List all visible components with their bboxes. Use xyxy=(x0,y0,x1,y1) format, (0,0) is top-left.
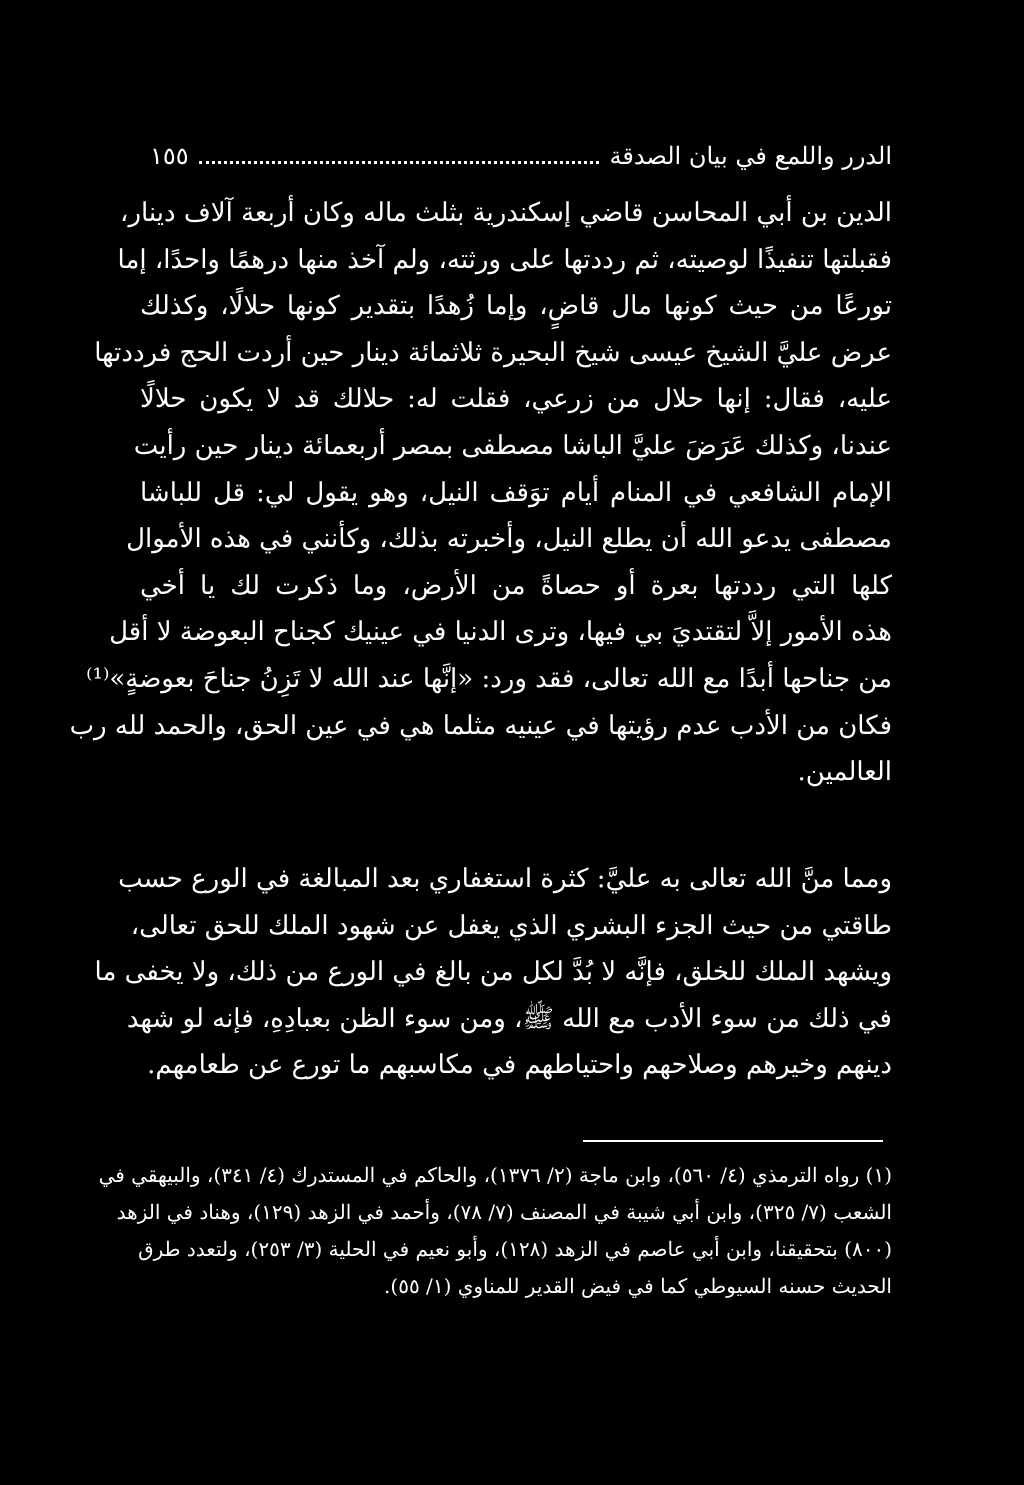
text-line: في ذلك من سوء الأدب مع الله ﷺ، ومن سوء الظن بعبادِهِ، فإنه لو شهد xyxy=(126,1003,892,1034)
text-line: دينهم وخيرهم وصلاحهم واحتياطهم في مكاسبهم ما تورع عن طعامهم. xyxy=(147,1050,892,1081)
text-line: العالمين. xyxy=(797,757,892,788)
text-line: ومما منَّ الله تعالى به عليَّ: كثرة استغفاري بعد المبالغة في الورع حسب xyxy=(118,864,892,894)
footnote-line: (٨٠٠) بتحقيقنا، وابن أبي عاصم في الزهد (١٢٨)، وأبو نعيم في الحلية (٣/ ٢٥٣)، ولتعدد طرق xyxy=(138,1237,892,1261)
text-line: الدين بن أبي المحاسن قاضي إسكندرية بثلث ماله وكان أربعة آلاف دينار، xyxy=(120,198,892,228)
text-line: كلها التي رددتها بعرة أو حصاةً من الأرض، وما ذكرت لك يا أخي xyxy=(140,570,892,601)
footnote-line: (١) رواه الترمذي (٤/ ٥٦٠)، وابن ماجة (٢/ ١٣٧٦)، والحاكم في المستدرك (٤/ ٣٤١)، والبيهقي في xyxy=(98,1163,892,1187)
text-line: مصطفى يدعو الله أن يطلع النيل، وأخبرته بذلك، وكأنني في هذه الأموال xyxy=(126,524,892,555)
page-number: ١٥٥ xyxy=(150,142,189,170)
running-title: الدرر واللمع في بيان الصدقة xyxy=(609,142,892,170)
paragraph-second xyxy=(94,856,892,1089)
text-line: فقبلتها تنفيذًا لوصيته، ثم رددتها على ورثته، ولم آخذ منها درهمًا واحدًا، إما xyxy=(117,244,892,275)
text-line: عندنا، وكذلك عَرَضَ عليَّ الباشا مصطفى بمصر أربعمائة دينار حين رأيت xyxy=(133,430,892,461)
footnote-separator xyxy=(583,1140,883,1142)
text-line: عليه، فقال: إنها حلال من زرعي، فقلت له: حلالك قد لا يكون حلالًا xyxy=(140,384,892,415)
dotted-leader xyxy=(199,161,600,164)
text-line: الإمام الشافعي في المنام أيام توَقف النيل، وهو يقول لي: قل للباشا xyxy=(140,477,892,508)
text-line: هذه الأمور إلاَّ لتقتديَ بي فيها، وترى الدنيا في عينيك كجناح البعوضة لا أقل xyxy=(109,617,892,648)
text-line: عرض عليَّ الشيخ عيسى شيخ البحيرة ثلاثمائة دينار حين أردت الحج فرددتها xyxy=(94,337,892,368)
text-line: ويشهد الملك للخلق، فإنَّه لا بُدَّ لكل من بالغ في الورع من ذلك، ولا يخفى ما xyxy=(94,957,892,988)
text-line: من جناحها أبدًا مع الله تعالى، فقد ورد: «إنَّها عند الله لا تَزِنُ جناحَ بعوضةٍ»⁽¹⁾ xyxy=(86,663,892,694)
footnotes xyxy=(98,1157,892,1305)
running-header xyxy=(150,138,892,174)
paragraph-main xyxy=(69,190,892,796)
footnote-line: الشعب (٧/ ٣٢٥)، وابن أبي شيبة في المصنف (٧/ ٧٨)، وأحمد في الزهد (١٢٩)، وهناد في الزهد xyxy=(116,1200,892,1224)
footnote-line: الحديث حسنه السيوطي كما في فيض القدير للمناوي (١/ ٥٥). xyxy=(384,1274,892,1298)
text-line: تورعًا من حيث كونها مال قاضٍ، وإما زُهدًا بتقدير كونها حلالًا، وكذلك xyxy=(140,291,892,322)
text-line: طاقتي من حيث الجزء البشري الذي يغفل عن شهود الملك للحق تعالى، xyxy=(130,910,892,941)
text-line: فكان من الأدب عدم رؤيتها في عينيه مثلما هي في عين الحق، والحمد لله رب xyxy=(69,710,892,741)
